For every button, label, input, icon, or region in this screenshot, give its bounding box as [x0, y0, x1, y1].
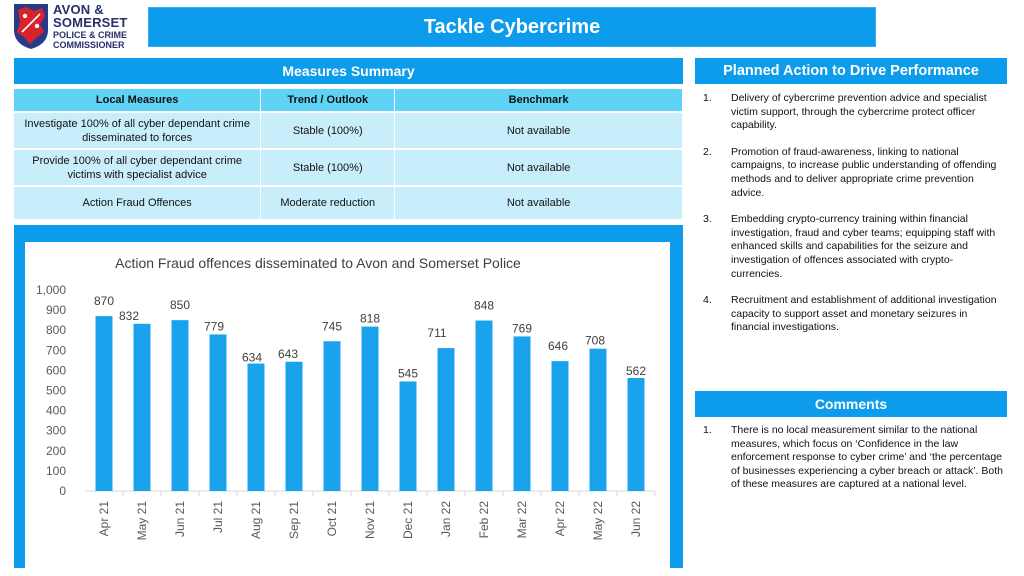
list-number: 1. — [703, 92, 712, 104]
chart-bar — [172, 320, 189, 491]
list-number: 4. — [703, 294, 712, 307]
bar-data-label: 745 — [321, 319, 343, 334]
trend-cell: Stable (100%) — [261, 112, 395, 149]
column-header-trend: Trend / Outlook — [261, 89, 395, 112]
measure-cell: Action Fraud Offences — [14, 186, 261, 220]
y-tick-label: 300 — [45, 423, 66, 438]
pcc-logo — [12, 2, 140, 52]
bar-data-label: 779 — [203, 319, 225, 334]
x-tick-label: Jul 21 — [211, 501, 225, 534]
x-tick-label: Aug 21 — [249, 501, 263, 540]
bar-data-label: 545 — [397, 366, 419, 381]
chart-bar — [628, 378, 645, 491]
logo-line-2: SOMERSET — [53, 15, 128, 30]
benchmark-cell: Not available — [395, 112, 683, 149]
chart-bar — [362, 327, 379, 491]
measures-summary-title: Measures Summary — [282, 63, 415, 79]
list-text: Embedding crypto-currency training within financial investigation, fraud and cyber teams; equipping staff with enhanced skills and capabilities for the seizure and investigation of offences associated with crypto-currencies. — [731, 213, 996, 280]
y-tick-label: 1,000 — [35, 283, 66, 297]
y-tick-label: 900 — [45, 303, 66, 318]
y-tick-label: 500 — [45, 383, 66, 398]
benchmark-cell: Not available — [395, 149, 683, 186]
table-row — [14, 149, 683, 186]
chart-bar — [514, 336, 531, 491]
comments-header — [695, 391, 1007, 417]
bar-data-label: 643 — [277, 346, 299, 361]
y-tick-label: 0 — [59, 484, 66, 498]
chart-bar — [210, 334, 227, 491]
x-tick-label: May 21 — [135, 501, 149, 541]
y-axis-tick-labels — [36, 283, 66, 498]
page-title-bar — [148, 7, 876, 47]
bar-data-label: 711 — [427, 326, 447, 341]
x-tick-label: Sep 21 — [287, 501, 301, 540]
bar-data-label: 708 — [584, 333, 606, 348]
list-item — [703, 146, 1003, 200]
chart-bar — [438, 348, 455, 491]
chart-bar — [324, 341, 341, 491]
list-item — [703, 92, 1003, 133]
chart-bar — [400, 381, 417, 491]
bar-data-label: 870 — [93, 294, 115, 309]
list-number: 1. — [703, 424, 712, 436]
y-tick-label: 200 — [45, 443, 66, 458]
logo-line-1: AVON & — [53, 2, 104, 17]
comments-list — [703, 424, 1003, 492]
chart-bar — [248, 364, 265, 491]
list-number: 3. — [703, 213, 712, 226]
x-tick-label: Oct 21 — [325, 501, 339, 537]
planned-action-title: Planned Action to Drive Performance — [723, 63, 979, 79]
bar-data-label: 646 — [547, 339, 569, 354]
bar-data-label: 848 — [473, 298, 495, 313]
list-item — [703, 213, 1003, 281]
x-tick-label: Jun 22 — [629, 501, 643, 538]
planned-action-list — [703, 92, 1003, 348]
x-tick-label: Jun 21 — [173, 501, 187, 538]
x-tick-label: Apr 22 — [553, 501, 567, 537]
x-tick-label: Apr 21 — [97, 501, 111, 537]
table-row — [14, 186, 683, 220]
chart-bar — [590, 349, 607, 491]
trend-cell: Moderate reduction — [261, 186, 395, 220]
comments-title: Comments — [814, 396, 888, 412]
list-number: 2. — [703, 145, 712, 158]
planned-action-header — [695, 58, 1007, 84]
bar-data-label: 769 — [511, 321, 533, 336]
bar-data-label: 818 — [359, 311, 381, 326]
measure-cell: Investigate 100% of all cyber dependant crime disseminated to forces — [14, 112, 261, 149]
y-tick-label: 600 — [45, 363, 66, 378]
trend-cell: Stable (100%) — [261, 149, 395, 186]
x-tick-label: Jan 22 — [439, 501, 453, 538]
y-tick-label: 400 — [45, 403, 66, 418]
list-text: There is no local measurement similar to the national measures, which focus on ‘Confidence in the law enforcement response to cyber crime’ and ‘the percentage of businesses experiencing a cyber breach or attack’. Both of these measures are captured at a national level. — [731, 424, 1003, 491]
bar-data-label: 832 — [118, 308, 140, 323]
bar-data-label: 562 — [625, 364, 647, 379]
y-tick-label: 700 — [45, 343, 66, 358]
bar-data-label: 850 — [169, 298, 191, 313]
table-header-row — [14, 89, 683, 112]
logo-line-4: COMMISSIONER — [53, 40, 125, 50]
list-text: Delivery of cybercrime prevention advice and specialist victim support, through the cybercrime protect officer capability. — [731, 92, 987, 132]
page-title: Tackle Cybercrime — [423, 15, 601, 38]
chart-gridlines — [85, 491, 655, 496]
benchmark-cell: Not available — [395, 186, 683, 220]
chart-bar — [552, 361, 569, 491]
x-axis-tick-labels — [97, 501, 643, 541]
chart-panel — [14, 225, 683, 568]
list-item — [703, 424, 1003, 492]
x-tick-label: Mar 22 — [515, 501, 529, 539]
y-tick-label: 800 — [45, 323, 66, 338]
crest-icon — [12, 2, 50, 50]
logo-line-3: POLICE & CRIME — [53, 30, 128, 40]
column-header-benchmark: Benchmark — [395, 89, 683, 112]
chart-bar — [286, 362, 303, 491]
chart-bar — [476, 321, 493, 491]
chart-title: Action Fraud offences disseminated to Avon and Somerset Police — [115, 255, 521, 271]
x-tick-label: Feb 22 — [477, 501, 491, 539]
chart-bar — [134, 324, 151, 491]
list-text: Promotion of fraud-awareness, linking to national campaigns, to increase public understanding of offending methods and to deliver appropriate crime prevention advice. — [731, 145, 997, 199]
measure-cell: Provide 100% of all cyber dependant crime victims with specialist advice — [14, 149, 261, 186]
list-item — [703, 294, 1003, 335]
column-header-local-measures: Local Measures — [14, 89, 261, 112]
measures-summary-header — [14, 58, 683, 84]
chart-area — [25, 242, 670, 568]
x-tick-label: May 22 — [591, 501, 605, 541]
measures-table — [14, 89, 683, 221]
chart-bar — [96, 316, 113, 491]
list-text: Recruitment and establishment of additional investigation capacity to support asset and monetary seizures in financial investigations. — [731, 294, 997, 334]
bar-data-label: 634 — [241, 350, 263, 365]
action-fraud-bar-chart — [25, 242, 670, 568]
x-tick-label: Dec 21 — [401, 501, 415, 540]
x-tick-label: Nov 21 — [363, 501, 377, 540]
table-row — [14, 112, 683, 149]
y-tick-label: 100 — [45, 463, 66, 478]
